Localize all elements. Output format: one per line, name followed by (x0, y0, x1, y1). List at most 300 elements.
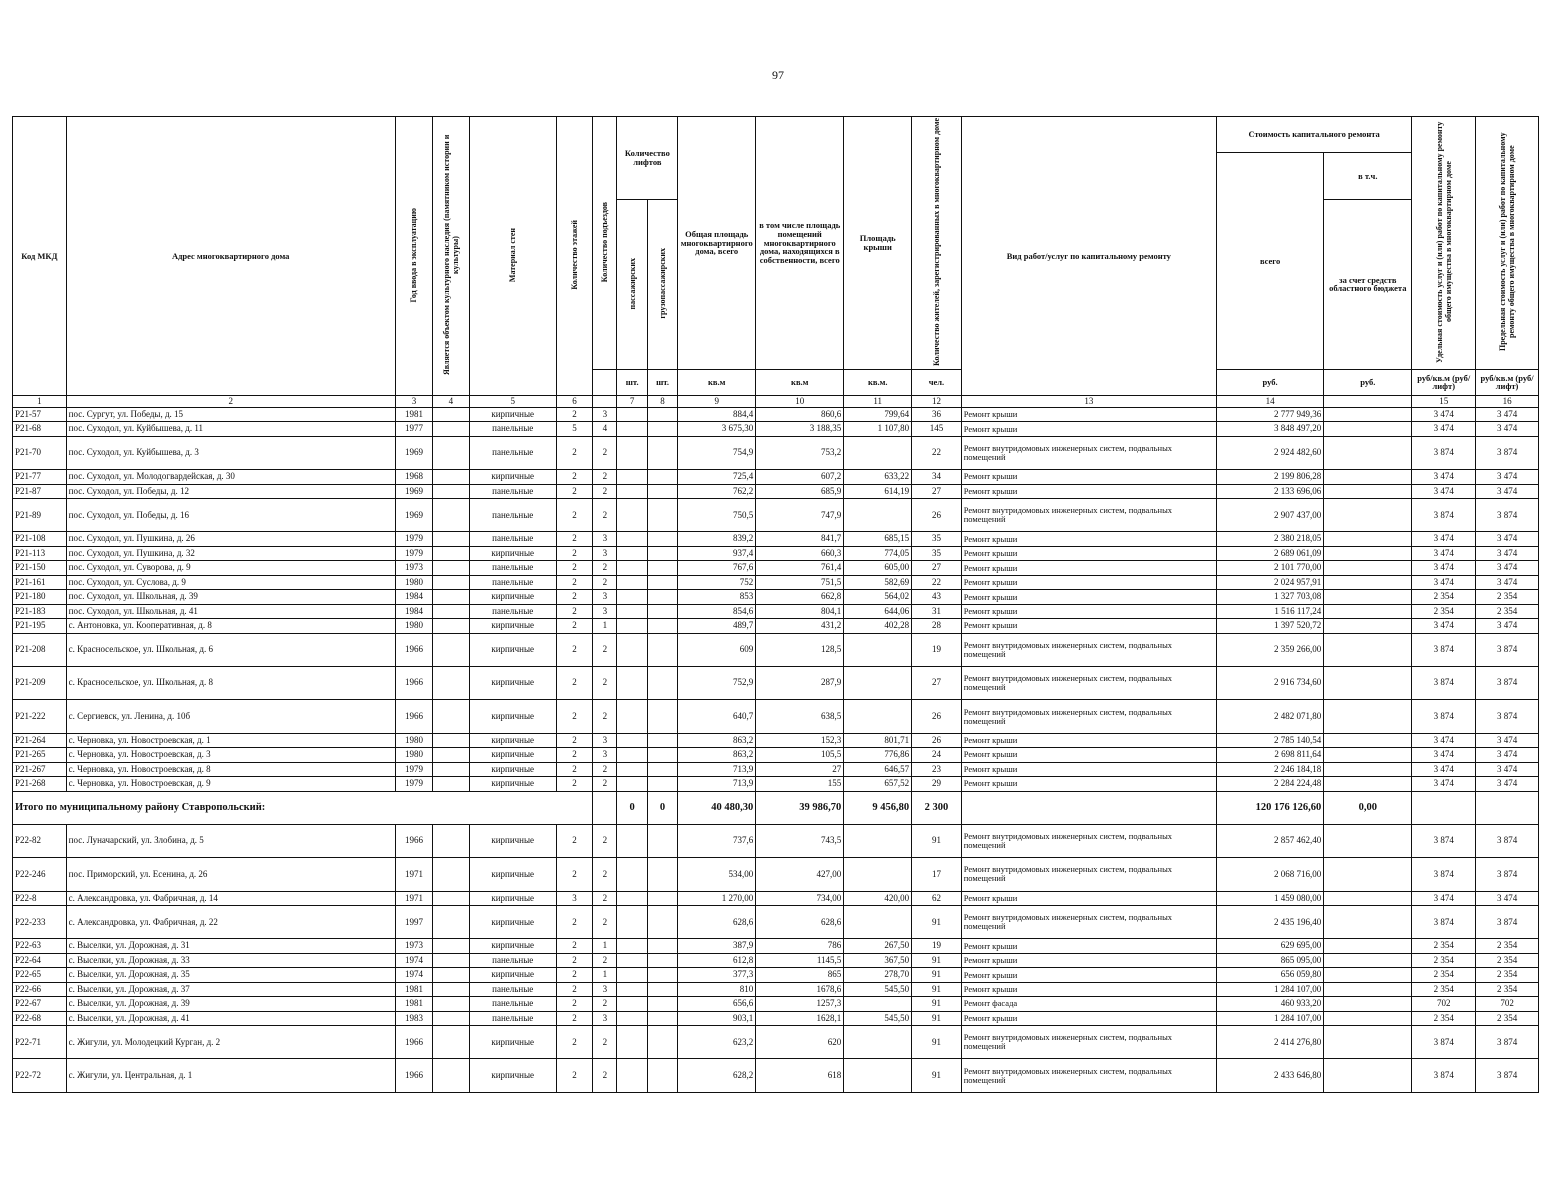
table-cell: 1 397 520,72 (1216, 619, 1323, 633)
table-cell (844, 997, 912, 1011)
table-cell: Р22-64 (13, 953, 67, 967)
table-cell (433, 953, 469, 967)
column-number: 5 (469, 395, 556, 407)
column-number: 7 (617, 395, 647, 407)
table-cell: 2 (556, 546, 592, 560)
table-cell (433, 1059, 469, 1092)
table-cell: 865 (756, 968, 844, 982)
table-cell: 2 924 482,60 (1216, 436, 1323, 469)
table-cell: с. Выселки, ул. Дорожная, д. 39 (66, 997, 395, 1011)
table-cell: 612,8 (678, 953, 756, 967)
table-cell: 2 (556, 499, 592, 532)
table-cell: 267,50 (844, 939, 912, 953)
table-cell: 2 354 (1476, 953, 1539, 967)
table-cell: Ремонт внутридомовых инженерных систем, подвальных помещений (961, 858, 1216, 891)
table-cell (617, 499, 647, 532)
table-cell: Р21-208 (13, 633, 67, 666)
table-cell: Ремонт крыши (961, 748, 1216, 762)
table-cell (433, 733, 469, 747)
table-cell: Р21-89 (13, 499, 67, 532)
page-number: 97 (772, 68, 784, 82)
table-cell: 646,57 (844, 762, 912, 776)
table-cell: 43 (912, 590, 962, 604)
table-cell: Р21-264 (13, 733, 67, 747)
table-cell: 1 270,00 (678, 891, 756, 905)
table-cell: 3 675,30 (678, 422, 756, 436)
header-address: Адрес многоквартирного дома (66, 117, 395, 396)
table-cell: Ремонт крыши (961, 470, 1216, 484)
table-cell: 2 354 (1476, 968, 1539, 982)
table-cell: 431,2 (756, 619, 844, 633)
table-cell: 3 474 (1412, 561, 1476, 575)
table-cell (433, 762, 469, 776)
table-cell: 2 777 949,36 (1216, 407, 1323, 421)
table-cell: 2 284 224,48 (1216, 777, 1323, 791)
table-cell (617, 733, 647, 747)
table-cell (647, 1026, 677, 1059)
table-cell (617, 436, 647, 469)
table-cell: 2 (556, 407, 592, 421)
table-cell: 685,15 (844, 532, 912, 546)
table-row (13, 1026, 1539, 1059)
table-cell: 2 482 071,80 (1216, 700, 1323, 733)
table-cell (647, 906, 677, 939)
table-cell: 2 (556, 470, 592, 484)
table-cell: 19 (912, 939, 962, 953)
table-cell: 2 (593, 906, 617, 939)
table-cell: 17 (912, 858, 962, 891)
table-row (13, 700, 1539, 733)
table-cell: Ремонт внутридомовых инженерных систем, подвальных помещений (961, 700, 1216, 733)
table-cell: 854,6 (678, 604, 756, 618)
table-cell: 713,9 (678, 777, 756, 791)
table-cell: 776,86 (844, 748, 912, 762)
table-cell: 761,4 (756, 561, 844, 575)
table-cell: 3 474 (1412, 777, 1476, 791)
table-cell: 3 474 (1476, 575, 1539, 589)
table-cell: 19 (912, 633, 962, 666)
header-roof-area: Площадь крыши (844, 117, 912, 370)
table-cell: 3 874 (1476, 499, 1539, 532)
table-cell: кирпичные (469, 762, 556, 776)
table-cell: Р21-265 (13, 748, 67, 762)
table-cell (1476, 791, 1539, 824)
table-cell: 853 (678, 590, 756, 604)
table-cell: Ремонт внутридомовых инженерных систем, подвальных помещений (961, 499, 1216, 532)
table-cell: кирпичные (469, 858, 556, 891)
table-row (13, 546, 1539, 560)
column-number: 10 (756, 395, 844, 407)
table-cell: с. Антоновка, ул. Кооперативная, д. 8 (66, 619, 395, 633)
total-roof-area: 9 456,80 (844, 791, 912, 824)
table-cell (647, 939, 677, 953)
header-work-type: Вид работ/услуг по капитальному ремонту (961, 117, 1216, 396)
table-cell (617, 561, 647, 575)
table-cell (433, 633, 469, 666)
table-cell: 1 284 107,00 (1216, 1011, 1323, 1025)
table-cell: 3 474 (1412, 484, 1476, 498)
table-cell: 2 (556, 561, 592, 575)
table-cell: кирпичные (469, 546, 556, 560)
table-cell (433, 748, 469, 762)
table-cell: 3 (593, 590, 617, 604)
table-cell: 91 (912, 1026, 962, 1059)
table-cell: 2 (593, 762, 617, 776)
table-cell: панельные (469, 953, 556, 967)
table-cell: 3 474 (1412, 733, 1476, 747)
table-cell (1324, 891, 1412, 905)
table-cell: 2 (593, 484, 617, 498)
table-cell: 1980 (395, 748, 432, 762)
table-cell: с. Черновка, ул. Новостроевская, д. 9 (66, 777, 395, 791)
table-cell (617, 824, 647, 857)
table-cell: 545,50 (844, 982, 912, 996)
table-cell: 402,28 (844, 619, 912, 633)
table-cell: пос. Суходол, ул. Школьная, д. 41 (66, 604, 395, 618)
table-cell: Ремонт крыши (961, 777, 1216, 791)
table-cell: 1145,5 (756, 953, 844, 967)
table-cell: 2 (593, 666, 617, 699)
table-row (13, 590, 1539, 604)
table-cell: 1968 (395, 470, 432, 484)
table-cell: 1966 (395, 1059, 432, 1092)
table-cell: 2 354 (1476, 1011, 1539, 1025)
header-cost-regional: за счет средств областного бюджета (1324, 199, 1412, 369)
table-cell: 3 874 (1476, 1059, 1539, 1092)
table-cell: 2 (593, 470, 617, 484)
table-cell: 629 695,00 (1216, 939, 1323, 953)
table-cell: 3 848 497,20 (1216, 422, 1323, 436)
table-cell (647, 777, 677, 791)
table-cell: 2 (593, 1026, 617, 1059)
table-cell: 3 474 (1476, 777, 1539, 791)
table-cell: 3 474 (1412, 748, 1476, 762)
table-cell (617, 484, 647, 498)
table-cell: Р21-68 (13, 422, 67, 436)
table-cell: 3 874 (1412, 700, 1476, 733)
table-cell: 1979 (395, 762, 432, 776)
table-cell (617, 891, 647, 905)
table-cell: 2 (556, 824, 592, 857)
table-row (13, 858, 1539, 891)
header-cost-title: Стоимость капитального ремонта (1216, 117, 1411, 153)
total-lifts-freight: 0 (647, 791, 677, 824)
table-cell: 774,05 (844, 546, 912, 560)
table-cell: 91 (912, 906, 962, 939)
table-cell: 863,2 (678, 733, 756, 747)
table-cell: Ремонт крыши (961, 619, 1216, 633)
table-cell: 489,7 (678, 619, 756, 633)
table-cell: 1984 (395, 590, 432, 604)
table-cell: 2 354 (1412, 968, 1476, 982)
table-cell (844, 499, 912, 532)
table-cell: 2 698 811,64 (1216, 748, 1323, 762)
table-cell: 3 (593, 604, 617, 618)
column-number: 1 (13, 395, 67, 407)
table-cell (617, 546, 647, 560)
table-cell: 3 874 (1412, 858, 1476, 891)
table-cell: кирпичные (469, 733, 556, 747)
table-cell: Ремонт внутридомовых инженерных систем, подвальных помещений (961, 906, 1216, 939)
table-cell: 3 874 (1412, 499, 1476, 532)
table-cell (647, 824, 677, 857)
table-cell: 810 (678, 982, 756, 996)
table-cell: 3 474 (1412, 407, 1476, 421)
table-cell (844, 700, 912, 733)
table-cell (617, 590, 647, 604)
table-cell: 3 (593, 1011, 617, 1025)
table-cell: 607,2 (756, 470, 844, 484)
table-row (13, 575, 1539, 589)
table-cell (433, 666, 469, 699)
table-cell: 618 (756, 1059, 844, 1092)
table-cell: пос. Суходол, ул. Победы, д. 12 (66, 484, 395, 498)
table-cell (844, 906, 912, 939)
table-cell (647, 666, 677, 699)
table-cell (617, 762, 647, 776)
table-cell: Ремонт крыши (961, 590, 1216, 604)
table-cell: 105,5 (756, 748, 844, 762)
table-cell: 903,1 (678, 1011, 756, 1025)
table-cell (1324, 762, 1412, 776)
table-cell: пос. Суходол, ул. Пушкина, д. 26 (66, 532, 395, 546)
table-cell: 841,7 (756, 532, 844, 546)
table-cell: с. Александровка, ул. Фабричная, д. 14 (66, 891, 395, 905)
table-cell: Ремонт крыши (961, 546, 1216, 560)
table-row (13, 1011, 1539, 1025)
table-cell: 786 (756, 939, 844, 953)
header-entrances: Количество подъездов (600, 201, 610, 283)
table-cell: с. Выселки, ул. Дорожная, д. 35 (66, 968, 395, 982)
table-cell (647, 499, 677, 532)
table-cell (844, 1059, 912, 1092)
table-cell: 2 689 061,09 (1216, 546, 1323, 560)
table-cell: 2 (556, 436, 592, 469)
table-cell: 747,9 (756, 499, 844, 532)
table-cell (433, 590, 469, 604)
table-cell: 152,3 (756, 733, 844, 747)
table-cell (617, 407, 647, 421)
capital-repair-table (12, 116, 1539, 1093)
table-cell: с. Черновка, ул. Новостроевская, д. 8 (66, 762, 395, 776)
table-cell: панельные (469, 436, 556, 469)
table-cell: 754,9 (678, 436, 756, 469)
table-cell: 3 474 (1476, 532, 1539, 546)
table-cell (1324, 858, 1412, 891)
table-cell: 3 474 (1476, 546, 1539, 560)
table-cell: кирпичные (469, 590, 556, 604)
table-cell: кирпичные (469, 470, 556, 484)
table-cell: 3 (556, 891, 592, 905)
header-lifts-passenger: пассажирских (627, 257, 637, 310)
table-cell (647, 762, 677, 776)
table-cell: 2 (593, 633, 617, 666)
table-cell (647, 700, 677, 733)
table-cell (617, 777, 647, 791)
table-cell: 1981 (395, 982, 432, 996)
table-cell: 3 474 (1412, 575, 1476, 589)
table-cell: 2 (556, 762, 592, 776)
table-cell (1324, 407, 1412, 421)
table-cell (617, 939, 647, 953)
table-cell: 657,52 (844, 777, 912, 791)
table-cell: 35 (912, 532, 962, 546)
table-cell (647, 575, 677, 589)
table-cell (1324, 1011, 1412, 1025)
column-number: 16 (1476, 395, 1539, 407)
column-number: 14 (1216, 395, 1323, 407)
table-cell: 799,64 (844, 407, 912, 421)
table-row (13, 604, 1539, 618)
table-cell: с. Выселки, ул. Дорожная, д. 33 (66, 953, 395, 967)
table-cell (647, 968, 677, 982)
table-cell: 1257,3 (756, 997, 844, 1011)
table-cell: 3 474 (1476, 762, 1539, 776)
table-cell: 2 359 266,00 (1216, 633, 1323, 666)
table-cell: Ремонт фасада (961, 997, 1216, 1011)
unit-pcs-2: шт. (647, 369, 677, 395)
table-cell: 2 (556, 968, 592, 982)
table-cell: пос. Суходол, ул. Суслова, д. 9 (66, 575, 395, 589)
table-cell: Р21-267 (13, 762, 67, 776)
table-row (13, 532, 1539, 546)
table-cell (647, 733, 677, 747)
table-cell (433, 982, 469, 996)
table-cell: 3 874 (1476, 666, 1539, 699)
table-cell: 2 (556, 748, 592, 762)
table-cell: панельные (469, 532, 556, 546)
table-cell (1324, 532, 1412, 546)
table-cell (617, 422, 647, 436)
table-cell: 752,9 (678, 666, 756, 699)
table-cell: 3 (593, 982, 617, 996)
table-cell: с. Красносельское, ул. Школьная, д. 6 (66, 633, 395, 666)
table-cell: 1678,6 (756, 982, 844, 996)
table-cell: 1966 (395, 1026, 432, 1059)
table-row (13, 619, 1539, 633)
table-cell: 1980 (395, 733, 432, 747)
table-cell (617, 953, 647, 967)
table-cell: 27 (756, 762, 844, 776)
table-row (13, 762, 1539, 776)
table-cell (647, 997, 677, 1011)
table-cell (647, 590, 677, 604)
table-cell: панельные (469, 604, 556, 618)
table-cell: 2 354 (1476, 604, 1539, 618)
table-cell: Ремонт крыши (961, 982, 1216, 996)
table-cell: 3 874 (1476, 906, 1539, 939)
table-cell: 420,00 (844, 891, 912, 905)
table-cell: 2 354 (1476, 982, 1539, 996)
table-cell: кирпичные (469, 748, 556, 762)
table-header (13, 117, 1539, 408)
table-cell: 23 (912, 762, 962, 776)
table-cell: Ремонт внутридомовых инженерных систем, подвальных помещений (961, 666, 1216, 699)
table-cell: 2 (593, 858, 617, 891)
table-cell: 26 (912, 733, 962, 747)
table-cell: 287,9 (756, 666, 844, 699)
table-cell: пос. Суходол, ул. Пушкина, д. 32 (66, 546, 395, 560)
table-cell (433, 997, 469, 1011)
unit-16: руб/кв.м (руб/лифт) (1412, 369, 1476, 395)
table-cell: панельные (469, 561, 556, 575)
table-cell: 644,06 (844, 604, 912, 618)
table-cell: 367,50 (844, 953, 912, 967)
table-cell: 3 474 (1476, 561, 1539, 575)
table-cell (433, 891, 469, 905)
table-cell: 801,71 (844, 733, 912, 747)
table-cell (433, 858, 469, 891)
header-max-cost: Предельная стоимость услуг и (или) работ по капитальному ремонту общего имущества в многоквартирном доме (1497, 132, 1517, 352)
table-cell: 3 474 (1412, 532, 1476, 546)
table-cell: 3 874 (1412, 1059, 1476, 1092)
table-cell: 2 433 646,80 (1216, 1059, 1323, 1092)
table-cell: Ремонт внутридомовых инженерных систем, подвальных помещений (961, 436, 1216, 469)
table-cell (433, 484, 469, 498)
table-cell: 3 874 (1476, 436, 1539, 469)
column-number: 13 (961, 395, 1216, 407)
table-cell: панельные (469, 1011, 556, 1025)
table-cell: 1984 (395, 604, 432, 618)
table-cell: 4 (593, 422, 617, 436)
table-cell (1324, 777, 1412, 791)
table-cell: 753,2 (756, 436, 844, 469)
table-cell: 1969 (395, 499, 432, 532)
table-cell: 1971 (395, 858, 432, 891)
table-cell (433, 575, 469, 589)
table-cell: Ремонт крыши (961, 532, 1216, 546)
table-cell (1324, 982, 1412, 996)
table-cell: 1 107,80 (844, 422, 912, 436)
table-cell: 2 (556, 604, 592, 618)
total-regional: 0,00 (1324, 791, 1412, 824)
table-cell (617, 748, 647, 762)
table-cell: с. Сергиевск, ул. Ленина, д. 10б (66, 700, 395, 733)
table-cell: 2 (593, 1059, 617, 1092)
column-number (593, 395, 617, 407)
column-number-row (13, 395, 1539, 407)
table-cell (1324, 619, 1412, 633)
table-cell (844, 858, 912, 891)
unit-rub-15: руб. (1324, 369, 1412, 395)
table-cell: 2 (556, 1059, 592, 1092)
table-cell: 865 095,00 (1216, 953, 1323, 967)
table-cell: 460 933,20 (1216, 997, 1323, 1011)
table-cell (1324, 824, 1412, 857)
table-cell (844, 436, 912, 469)
table-row (13, 777, 1539, 791)
table-cell: 26 (912, 700, 962, 733)
table-cell (1324, 968, 1412, 982)
table-cell: 2 (556, 997, 592, 1011)
column-number: 2 (66, 395, 395, 407)
table-cell: 387,9 (678, 939, 756, 953)
table-row (13, 1059, 1539, 1092)
table-cell (1324, 436, 1412, 469)
header-total-area: Общая площадь многоквартирного дома, всего (678, 117, 756, 370)
table-cell: 2 (593, 575, 617, 589)
table-cell: 3 474 (1476, 484, 1539, 498)
table-cell (647, 604, 677, 618)
table-cell (1324, 939, 1412, 953)
table-cell: 3 474 (1412, 762, 1476, 776)
table-cell: панельные (469, 422, 556, 436)
table-cell: 3 474 (1412, 470, 1476, 484)
table-cell (433, 422, 469, 436)
table-cell: 3 874 (1412, 824, 1476, 857)
table-cell (647, 470, 677, 484)
table-cell: 3 474 (1476, 891, 1539, 905)
